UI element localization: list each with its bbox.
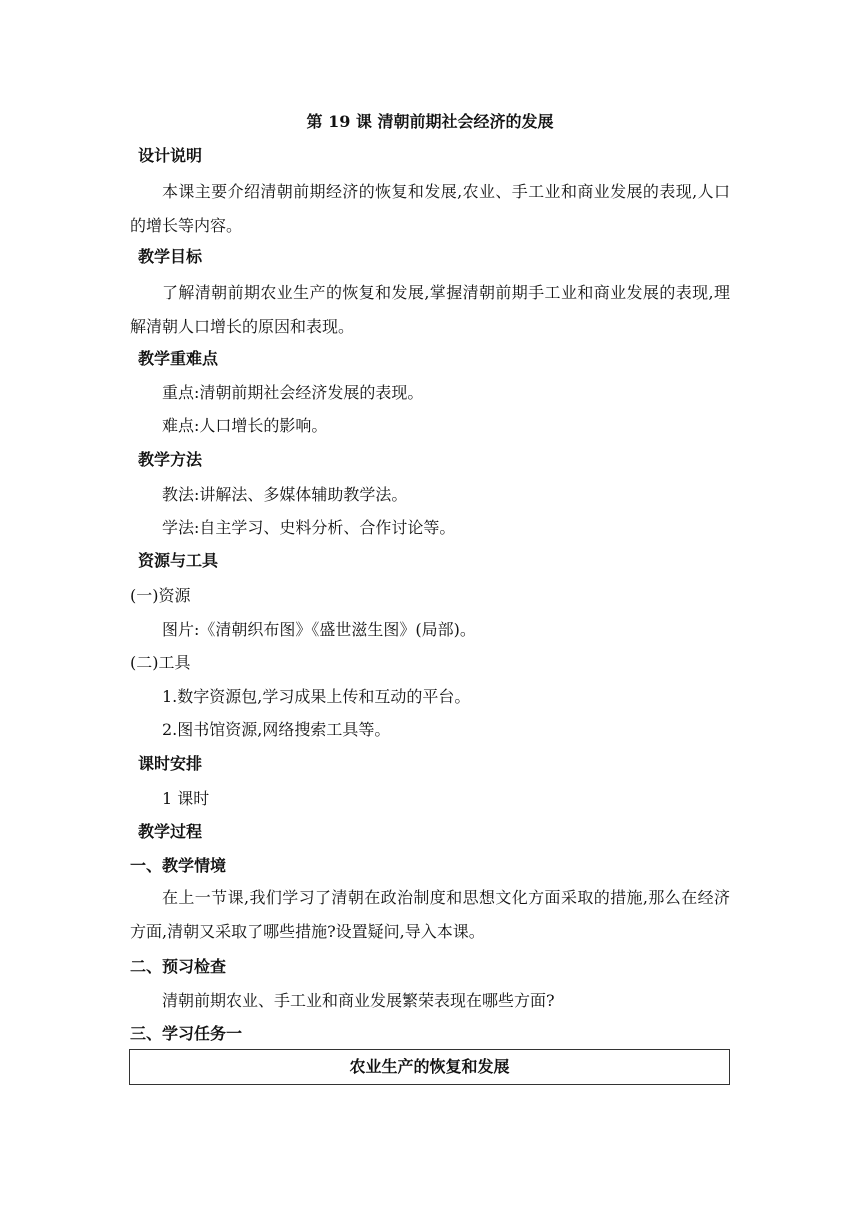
schedule-text: 1 课时 [162,789,210,808]
lesson-title: 第 19 课 清朝前期社会经济的发展 [306,112,554,131]
goals-heading: 教学目标 [138,247,203,266]
section-1-paragraph: 在上一节课,我们学习了清朝在政治制度和思想文化方面采取的措施,那么在经济方面,清朝又采取了哪些措施?设置疑问,导入本课。 [130,888,730,941]
process-heading: 教学过程 [138,822,203,841]
task-box: 农业生产的恢复和发展 [129,1049,730,1085]
design-heading: 设计说明 [138,146,203,165]
pictures-line: 图片:《清朝织布图》《盛世滋生图》(局部)。 [162,620,476,639]
key-points-heading: 教学重难点 [138,349,219,368]
resources-sub-heading: (一)资源 [130,586,191,605]
section-1-heading: 一、教学情境 [130,856,227,875]
tool-item-2: 2.图书馆资源,网络搜索工具等。 [162,720,391,739]
schedule-heading: 课时安排 [138,754,203,773]
section-2-text: 清朝前期农业、手工业和商业发展繁荣表现在哪些方面? [162,991,555,1010]
tools-sub-heading: (二)工具 [130,653,191,672]
difficult-point-line: 难点:人口增长的影响。 [162,416,328,435]
goals-paragraph: 了解清朝前期农业生产的恢复和发展,掌握清朝前期手工业和商业发展的表现,理解清朝人口增长的原因和表现。 [130,283,730,336]
key-point-line: 重点:清朝前期社会经济发展的表现。 [162,383,424,402]
section-2-heading: 二、预习检查 [130,957,227,976]
teaching-method-line: 教法:讲解法、多媒体辅助教学法。 [162,485,408,504]
methods-heading: 教学方法 [138,450,203,469]
section-3-heading: 三、学习任务一 [130,1024,243,1043]
resources-heading: 资源与工具 [138,551,219,570]
tool-item-1: 1.数字资源包,学习成果上传和互动的平台。 [162,687,471,706]
learning-method-line: 学法:自主学习、史料分析、合作讨论等。 [162,518,456,537]
design-paragraph: 本课主要介绍清朝前期经济的恢复和发展,农业、手工业和商业发展的表现,人口的增长等内容。 [130,182,730,235]
